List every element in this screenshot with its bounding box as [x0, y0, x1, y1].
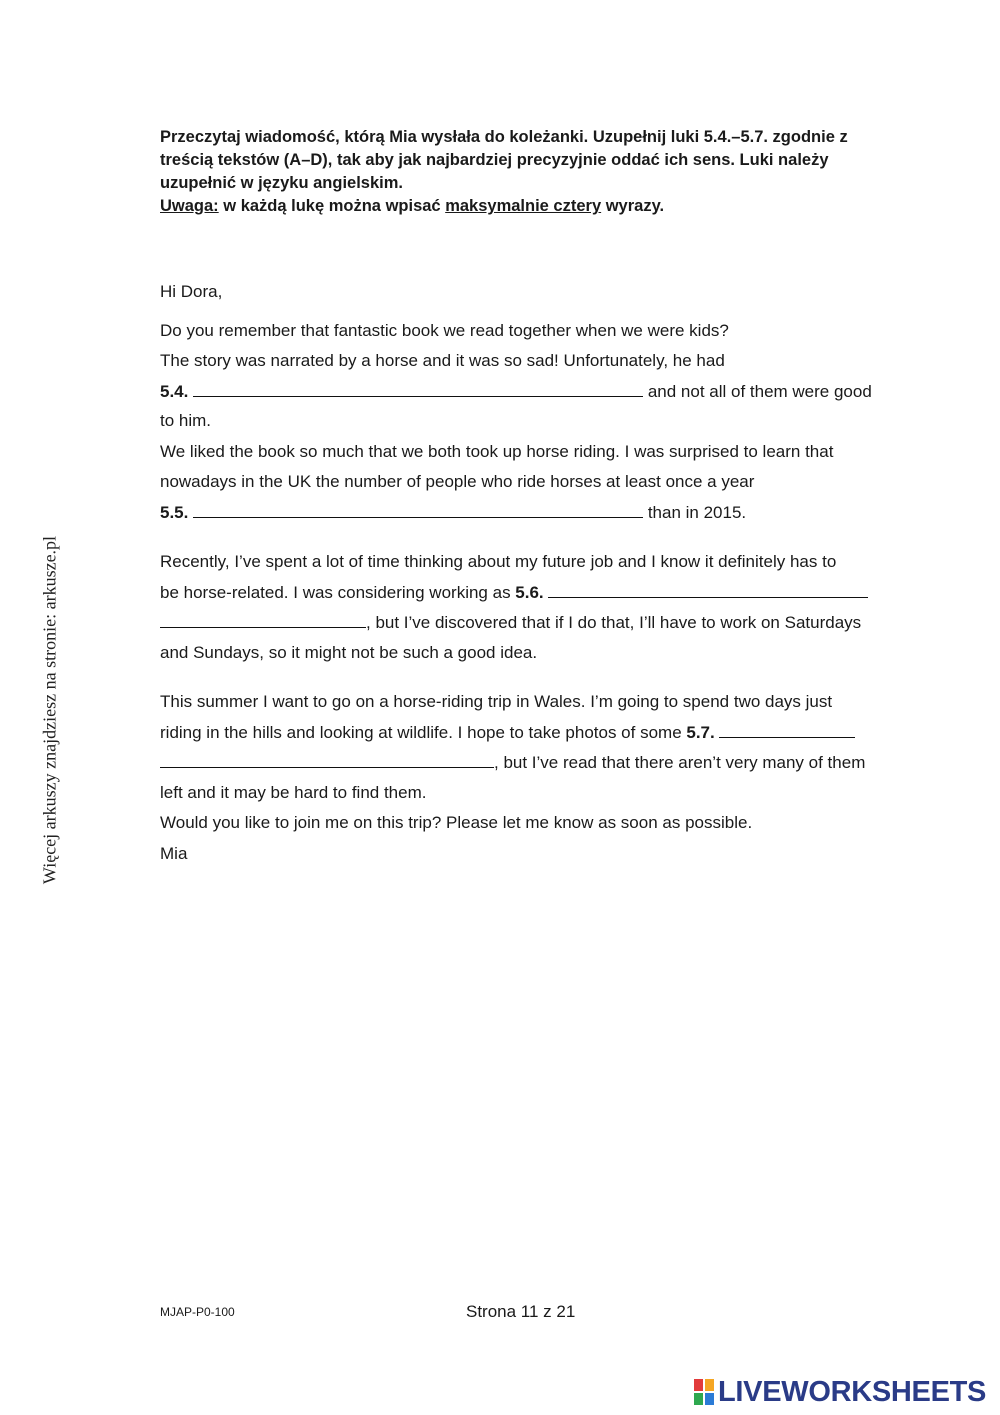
letter-line-gap-5-7-cont: , but I’ve read that there aren’t very many of them [160, 751, 865, 774]
letter-line: nowadays in the UK the number of people who ride horses at least once a year [160, 472, 755, 491]
letter-line: and Sundays, so it might not be such a good idea. [160, 643, 538, 662]
exam-code: MJAP-P0-100 [160, 1305, 235, 1319]
gap-5-6-input[interactable] [548, 581, 868, 598]
letter-line: This summer I want to go on a horse-riding trip in Wales. I’m going to spend two days just [160, 692, 833, 711]
letter-signature: Mia [160, 844, 188, 863]
liveworksheets-logo-icon [694, 1379, 714, 1405]
letter-line-gap-5-4: 5.4. and not all of them were good [160, 382, 872, 401]
gap-5-7-input[interactable] [719, 721, 855, 738]
logo-square [694, 1393, 703, 1405]
liveworksheets-brand [694, 1377, 986, 1407]
letter-line: Recently, I’ve spent a lot of time thinking about my future job and I know it definitely has to [160, 552, 837, 571]
gap-5-7-input-cont[interactable] [160, 751, 494, 768]
letter-line: The story was narrated by a horse and it was so sad! Unfortunately, he had [160, 351, 725, 370]
letter-line-gap-5-6: be horse-related. I was considering working as 5.6. [160, 581, 868, 604]
logo-square [694, 1379, 703, 1391]
letter-line-gap-5-6-cont: , but I’ve discovered that if I do that, I’ll have to work on Saturdays [160, 611, 861, 634]
instruction-note: Uwaga: w każdą lukę można wpisać maksymalnie cztery wyrazy. [160, 197, 665, 215]
letter-line: left and it may be hard to find them. [160, 783, 427, 802]
letter-line-gap-5-7: riding in the hills and looking at wildlife. I hope to take photos of some 5.7. [160, 721, 855, 744]
letter-greeting: Hi Dora, [160, 282, 223, 301]
letter-line: Would you like to join me on this trip? Please let me know as soon as possible. [160, 813, 753, 832]
gap-5-7-label: 5.7. [686, 723, 715, 742]
letter-line: We liked the book so much that we both took up horse riding. I was surprised to learn that [160, 442, 834, 461]
task-instructions [160, 126, 890, 218]
gap-5-4-label: 5.4. [160, 382, 189, 401]
gap-5-6-label: 5.6. [515, 583, 544, 602]
gap-5-6-input-cont[interactable] [160, 611, 366, 628]
letter-line-gap-5-5: 5.5. than in 2015. [160, 503, 747, 522]
gap-5-5-input[interactable] [193, 501, 643, 518]
sidebar-watermark-text: Więcej arkuszy znajdziesz na stronie: arkusze.pl [39, 535, 60, 885]
gap-5-4-input[interactable] [193, 380, 643, 397]
note-label: Uwaga: [160, 197, 219, 215]
brand-text: LIVEWORKSHEETS [718, 1375, 987, 1408]
note-emphasis: maksymalnie cztery [445, 197, 602, 215]
letter-line: Do you remember that fantastic book we read together when we were kids? [160, 321, 729, 340]
gap-5-5-label: 5.5. [160, 503, 189, 522]
letter-line: to him. [160, 411, 212, 430]
logo-square [705, 1393, 714, 1405]
page-number: Strona 11 z 21 [466, 1302, 576, 1321]
instruction-text: Przeczytaj wiadomość, którą Mia wysłała do koleżanki. Uzupełnij luki 5.4.–5.7. zgodnie z treścią tekstów (A–D), tak aby jak najbardziej precyzyjnie oddać ich sens. Luki należy uzupełnić w języku angielskim. [160, 128, 848, 192]
logo-square [705, 1379, 714, 1391]
